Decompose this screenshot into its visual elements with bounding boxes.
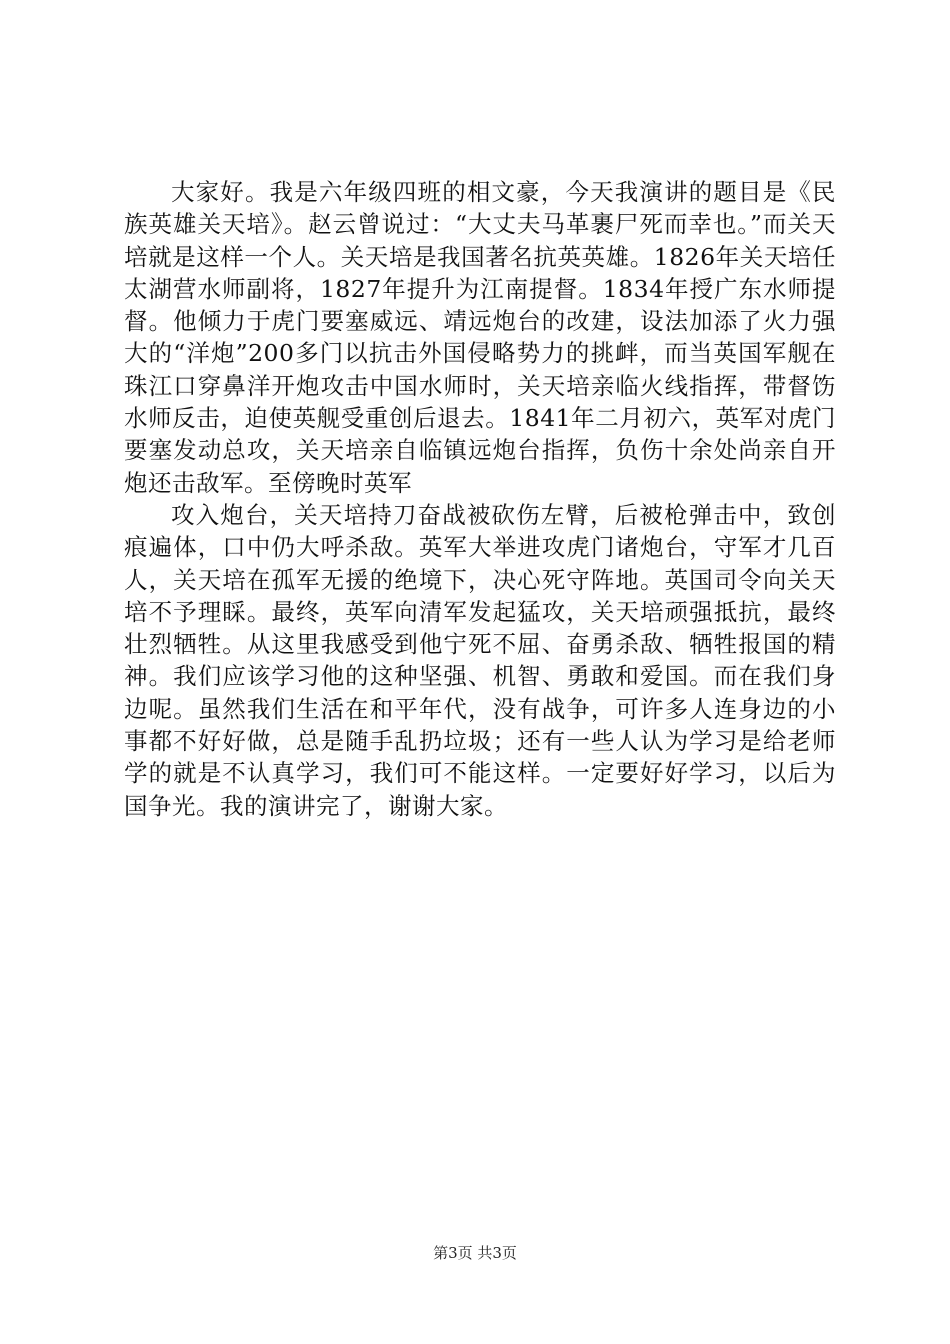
paragraph-1: 大家好。我是六年级四班的相文豪，今天我演讲的题目是《民族英雄关天培》。赵云曾说过：“大丈夫马革裹尸死而幸也。”而关天培就是这样一个人。关天培是我国著名抗英英雄。1826年关天培任太湖营水师副将，1827年提升为江南提督。1834年授广东水师提督。他倾力于虎门要塞威远、靖远炮台的改建，设法加添了火力强大的“洋炮”200多门以抗击外国侵略势力的挑衅，而当英国军舰在珠江口穿鼻洋开炮攻击中国水师时，关天培亲临火线指挥，带督饬水师反击，迫使英舰受重创后退去。1841年二月初六，英军对虎门要塞发动总攻，关天培亲自临镇远炮台指挥，负伤十余处尚亲自开炮还击敌军。至傍晚时英军 [124,178,836,497]
page-number-footer: 第3页 共3页 [433,1244,517,1262]
speech-body [124,176,836,822]
paragraph-2: 攻入炮台，关天培持刀奋战被砍伤左臂，后被枪弹击中，致创痕遍体，口中仍大呼杀敌。英军大举进攻虎门诸炮台，守军才几百人，关天培在孤军无援的绝境下，决心死守阵地。英国司令向关天培不予理睬。最终，英军向清军发起猛攻，关天培顽强抵抗，最终壮烈牺牲。从这里我感受到他宁死不屈、奋勇杀敌、牺牲报国的精神。我们应该学习他的这种坚强、机智、勇敢和爱国。而在我们身边呢。虽然我们生活在和平年代，没有战争，可许多人连身边的小事都不好好做，总是随手乱扔垃圾；还有一些人认为学习是给老师学的就是不认真学习，我们可不能这样。一定要好好学习，以后为国争光。我的演讲完了，谢谢大家。 [124,500,836,820]
